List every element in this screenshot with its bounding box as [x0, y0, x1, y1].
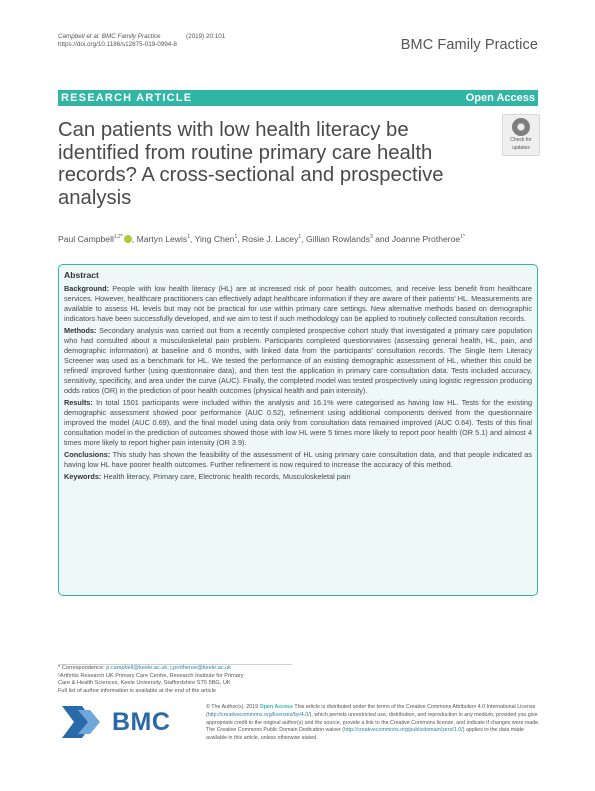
article-type-label: RESEARCH ARTICLE	[61, 92, 193, 104]
author-affiliation: 1	[187, 234, 190, 241]
public-domain-link[interactable]: http://creativecommons.org/publicdomain/zero/1.0/	[344, 727, 463, 734]
correspondence-line	[58, 665, 298, 673]
abstract-box	[58, 264, 538, 596]
journal-name: BMC Family Practice	[400, 37, 538, 53]
license-link[interactable]: http://creativecommons.org/licenses/by/4.0/	[207, 711, 310, 718]
citation-year: (2019) 20:101	[186, 33, 226, 40]
affiliation-line: ¹Arthritis Research UK Primary Care Centre, Research Institute for Primary	[58, 672, 244, 679]
background-text: People with low health literacy (HL) are at increased risk of poor health outcomes, and receive less benefit from healthcare services. However, healthcare practitioners can effectively adapt healthcare information if they are aware of their patients' HL. Measurements are available to assess HL levels but may not be practical for use within primary care settings. New alternative methods based on demographic indicators have been successfully developed, and we aim to test if such methodology can be applied to routinely collected consultation records.	[64, 284, 532, 323]
bmc-logo	[62, 706, 192, 738]
open-access-label: Open Access	[465, 92, 535, 104]
check-updates-icon	[512, 118, 530, 136]
email-link[interactable]: j.protheroe@keele.ac.uk	[170, 665, 232, 671]
check-updates-line2: updates	[512, 144, 530, 151]
license-text-part: This article is distributed under the terms of the Creative Commons Attribution 4.0 International License (	[206, 704, 536, 718]
bmc-logo-icon	[62, 706, 106, 738]
article-title: Can patients with low health literacy be identified from routine primary care health records? A cross-sectional and prospective analysis	[58, 119, 444, 209]
conclusions-label: Conclusions:	[64, 450, 111, 459]
license-text-part: ) applies to the data made available in this article, unless otherwise stated.	[206, 727, 524, 742]
bmc-logo-text: BMC	[112, 708, 171, 736]
abstract-results	[64, 398, 532, 448]
license-text	[206, 704, 540, 743]
results-label: Results:	[64, 398, 93, 407]
results-text: In total 1501 participants were included within the analysis and 16.1% were categorised as having low HL. Tests for the existing demographic assessment showed poor performance (AUC 0.52), refinement using additional components derived from the questionnaire improved the model (AUC 0.69), and the final model using data only from consultation data remained improved (AUC 0.64). Tests of this final consultation model in the prediction of outcomes showed those with low HL were 5 times more likely to report poor health (OR 5.1) and almost 4 times more likely to report higher pain intensity (OR 3.9).	[64, 398, 532, 447]
article-type-banner	[58, 90, 538, 106]
author-name[interactable]: Paul Campbell	[58, 234, 114, 244]
citation-authors: Campbell et al. BMC Family Practice	[58, 33, 161, 40]
keywords-text: Health literacy, Primary care, Electronic health records, Musculoskeletal pain	[101, 472, 351, 481]
author-name[interactable]: Joanne Protheroe	[391, 234, 461, 244]
correspondence-label: * Correspondence:	[58, 665, 107, 671]
author-affiliation: 1*	[460, 234, 465, 241]
open-access-inline: Open Access	[259, 704, 293, 710]
abstract-keywords	[64, 472, 532, 482]
author-affiliation: 1	[234, 234, 238, 241]
license-text-part: ), which permits unrestricted use, distribution, and reproduction in any medium, provided you give appropriate credit to the original author(s) and the source, provide a link to the Creative Commons license, and indicate if changes were made. The Creative Commons Public Domain Dedication waiver (	[206, 711, 540, 734]
author-affiliation: 1,2*	[113, 234, 123, 241]
author-info-note: Full list of author information is available at the end of the article	[58, 687, 216, 694]
methods-text: Secondary analysis was carried out from a recently completed prospective cohort study that investigated a primary care population who had consulted about a musculoskeletal pain problem. Participants completed questionnaires (assessing general health, HL, pain, and demographic information) at baseline and 6 months, with linked data from the participants' consultation records. The Single Item Literacy Screener was used as a benchmark for HL. We tested the performance of an existing demographic assessment of HL, whether this could be refined/ improved further (using questionnaire data), and then test the application in primary care consultation data. Tests included accuracy, sensitivity, specificity, and area under the curve (AUC). Finally, the completed model was tested prospectively using logistic regression producing odds ratios (OR) in the prediction of poor health outcomes (physical health and pain intensity).	[64, 326, 532, 395]
author-name[interactable]: Gillian Rowlands	[305, 234, 370, 244]
author-affiliation: 3	[369, 234, 373, 241]
abstract-methods	[64, 326, 532, 396]
author-name[interactable]: Ying Chen	[194, 234, 235, 244]
email-link[interactable]: p.campbell@keele.ac.uk	[106, 665, 168, 671]
methods-label: Methods:	[64, 326, 97, 335]
doi-link[interactable]: https://doi.org/10.1186/s12875-019-0994-8	[58, 41, 177, 48]
affiliation-line: Care & Health Sciences, Keele University, Staffordshire ST5 5BG, UK	[58, 680, 231, 687]
check-for-updates-button[interactable]	[502, 114, 540, 156]
author-list: Paul Campbell$^{1,2*}$ , Martyn Lewis$^1$, Ying Chen$^1$, Rosie J. Lacey$^1$, Gillian Rowlands$^3$ and Joanne Protheroe$^{1*}$	[58, 234, 465, 244]
footnote	[58, 665, 298, 695]
orcid-icon[interactable]	[124, 235, 132, 243]
keywords-label: Keywords:	[64, 472, 102, 481]
copyright-text: © The Author(s). 2019	[206, 704, 260, 710]
conclusions-text: This study has shown the feasibility of the assessment of HL using primary care consultation data, and that people indicated as having low HL have poorer health outcomes. Further refinement is now required to increase the accuracy of this method.	[64, 450, 532, 469]
check-updates-line1: Check for	[510, 137, 532, 143]
author-name[interactable]: Martyn Lewis	[136, 234, 188, 244]
abstract-background	[64, 284, 532, 324]
author-affiliation: 1	[298, 234, 302, 241]
abstract-conclusions	[64, 450, 532, 470]
abstract-heading: Abstract	[64, 270, 99, 280]
background-label: Background:	[64, 284, 109, 293]
author-name[interactable]: Rosie J. Lacey	[242, 234, 299, 244]
email-separator: ;	[167, 665, 171, 671]
